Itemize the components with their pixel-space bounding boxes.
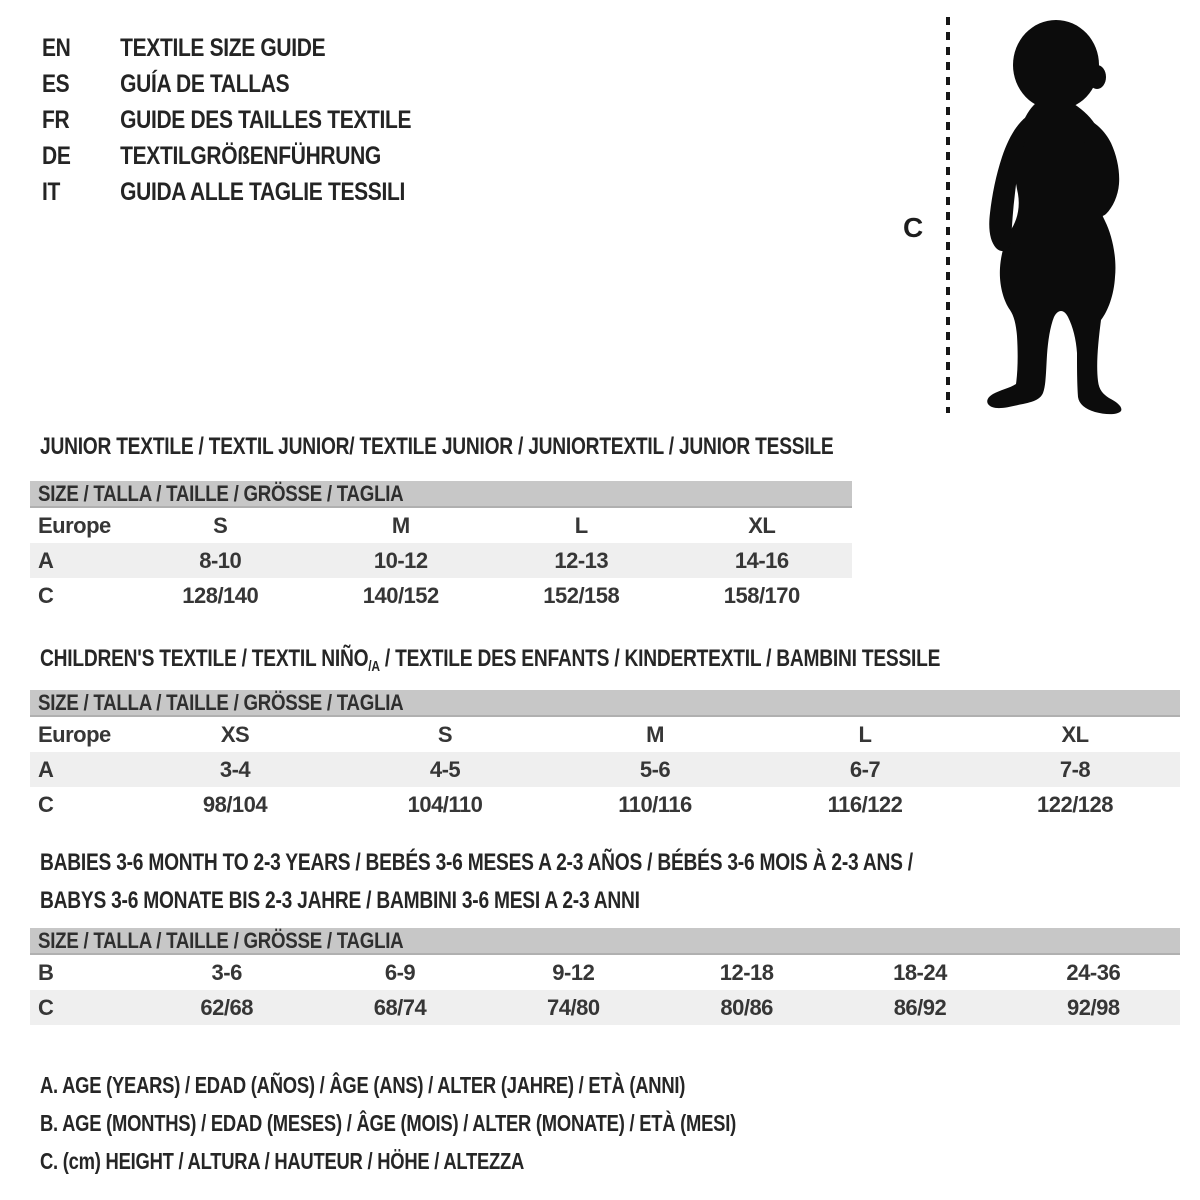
- row-label: Europe: [38, 512, 111, 538]
- language-row: [42, 138, 411, 174]
- language-title-list: [42, 30, 411, 210]
- age-cell: 6-7: [849, 756, 881, 782]
- table-row-height: [30, 990, 1180, 1025]
- height-cell: 116/122: [827, 791, 903, 817]
- legend-line-a: A. AGE (YEARS) / EDAD (AÑOS) / ÂGE (ANS) / ALTER (JAHRE) / ETÀ (ANNI): [40, 1071, 686, 1098]
- row-label: Europe: [38, 721, 111, 747]
- size-cell: XL: [1061, 721, 1089, 747]
- row-label: A: [38, 547, 54, 573]
- legend-line-b: B. AGE (MONTHS) / EDAD (MESES) / ÂGE (MOIS) / ALTER (MONATE) / ETÀ (MESI): [40, 1109, 736, 1136]
- row-label: B: [38, 959, 54, 985]
- age-cell: 10-12: [373, 547, 428, 573]
- table-row-age: [30, 543, 852, 578]
- size-cell: XL: [748, 512, 776, 538]
- size-cell: S: [213, 512, 228, 538]
- height-cell: 110/116: [618, 791, 692, 817]
- size-header-bar: [30, 690, 1180, 717]
- language-title: GUÍA DE TALLAS: [120, 69, 290, 98]
- language-code: DE: [42, 141, 71, 170]
- language-row: [42, 66, 411, 102]
- junior-section-title: JUNIOR TEXTILE / TEXTIL JUNIOR/ TEXTILE JUNIOR / JUNIORTEXTIL / JUNIOR TESSILE: [40, 433, 834, 460]
- size-header-label: SIZE / TALLA / TAILLE / GRÖSSE / TAGLIA: [38, 480, 404, 506]
- children-title-prefix: CHILDREN'S TEXTILE / TEXTIL NIÑO: [40, 645, 369, 672]
- size-header-label: SIZE / TALLA / TAILLE / GRÖSSE / TAGLIA: [38, 689, 404, 715]
- toddler-silhouette-icon: [962, 13, 1142, 415]
- row-label: A: [38, 756, 54, 782]
- babies-section-title: [40, 844, 913, 920]
- language-title: GUIDE DES TAILLES TEXTILE: [120, 105, 412, 134]
- age-cell: 7-8: [1059, 756, 1091, 782]
- language-title: TEXTILE SIZE GUIDE: [120, 33, 326, 62]
- age-cell: 8-10: [199, 547, 242, 573]
- row-label: C: [38, 582, 54, 608]
- months-cell: 18-24: [893, 959, 947, 985]
- table-row-height: [30, 578, 852, 613]
- size-header-label: SIZE / TALLA / TAILLE / GRÖSSE / TAGLIA: [38, 927, 404, 953]
- babies-title-line2: BABYS 3-6 MONATE BIS 2-3 JAHRE / BAMBINI 3-6 MESI A 2-3 ANNI: [40, 887, 640, 914]
- height-cell: 122/128: [1036, 791, 1114, 817]
- language-title: TEXTILGRÖßENFÜHRUNG: [120, 141, 381, 170]
- height-cell: 152/158: [543, 582, 620, 608]
- height-cell: 86/92: [893, 994, 947, 1020]
- size-cell: S: [437, 721, 453, 747]
- measurement-legend: [40, 1066, 910, 1180]
- language-code: EN: [42, 33, 71, 62]
- row-label: C: [38, 994, 54, 1020]
- legend-line-c: C. (cm) HEIGHT / ALTURA / HAUTEUR / HÖHE / ALTEZZA: [40, 1147, 525, 1174]
- height-measure-dashed-line: [946, 17, 950, 413]
- height-cell: 98/104: [202, 791, 268, 817]
- height-cell: 80/86: [720, 994, 773, 1020]
- table-row-height: [30, 787, 1180, 822]
- language-title: GUIDA ALLE TAGLIE TESSILI: [120, 177, 405, 206]
- height-cell: 68/74: [373, 994, 427, 1020]
- age-cell: 12-13: [554, 547, 609, 573]
- months-cell: 6-9: [384, 959, 416, 985]
- children-title-suffix: / TEXTILE DES ENFANTS / KINDERTEXTIL / BAMBINI TESSILE: [379, 645, 941, 672]
- height-cell: 140/152: [362, 582, 439, 608]
- table-row-europe: [30, 508, 852, 543]
- height-cell: 62/68: [200, 994, 253, 1020]
- children-title-subscript: /A: [368, 658, 380, 675]
- row-label: C: [38, 791, 54, 817]
- height-cell: 128/140: [182, 582, 259, 608]
- children-size-table: [30, 690, 1180, 822]
- babies-title-line1: BABIES 3-6 MONTH TO 2-3 YEARS / BEBÉS 3-6 MESES A 2-3 AÑOS / BÉBÉS 3-6 MOIS À 2-3 ANS /: [40, 849, 913, 876]
- language-code: IT: [42, 177, 60, 206]
- size-header-bar: [30, 481, 852, 508]
- height-cell: 92/98: [1067, 994, 1120, 1020]
- size-cell: L: [574, 512, 588, 538]
- height-cell: 104/110: [407, 791, 483, 817]
- size-cell: M: [646, 721, 664, 747]
- age-cell: 3-4: [219, 756, 251, 782]
- size-cell: XS: [220, 721, 250, 747]
- size-cell: L: [858, 721, 872, 747]
- table-row-age: [30, 752, 1180, 787]
- months-cell: 9-12: [552, 959, 595, 985]
- language-code: ES: [42, 69, 70, 98]
- language-row: [42, 102, 411, 138]
- months-cell: 3-6: [211, 959, 242, 985]
- height-cell: 74/80: [547, 994, 600, 1020]
- months-cell: 24-36: [1066, 959, 1121, 985]
- table-row-months: [30, 955, 1180, 990]
- junior-size-table: [30, 481, 852, 613]
- age-cell: 5-6: [639, 756, 671, 782]
- age-cell: 4-5: [429, 756, 461, 782]
- language-row: [42, 30, 411, 66]
- table-row-europe: [30, 717, 1180, 752]
- language-code: FR: [42, 105, 70, 134]
- months-cell: 12-18: [719, 959, 774, 985]
- children-section-title: [40, 640, 940, 686]
- height-cell: 158/170: [723, 582, 800, 608]
- size-header-bar: [30, 928, 1180, 955]
- height-measure-label: C: [903, 212, 924, 243]
- age-cell: 14-16: [734, 547, 789, 573]
- babies-size-table: [30, 928, 1180, 1025]
- size-cell: M: [391, 512, 410, 538]
- language-row: [42, 174, 411, 210]
